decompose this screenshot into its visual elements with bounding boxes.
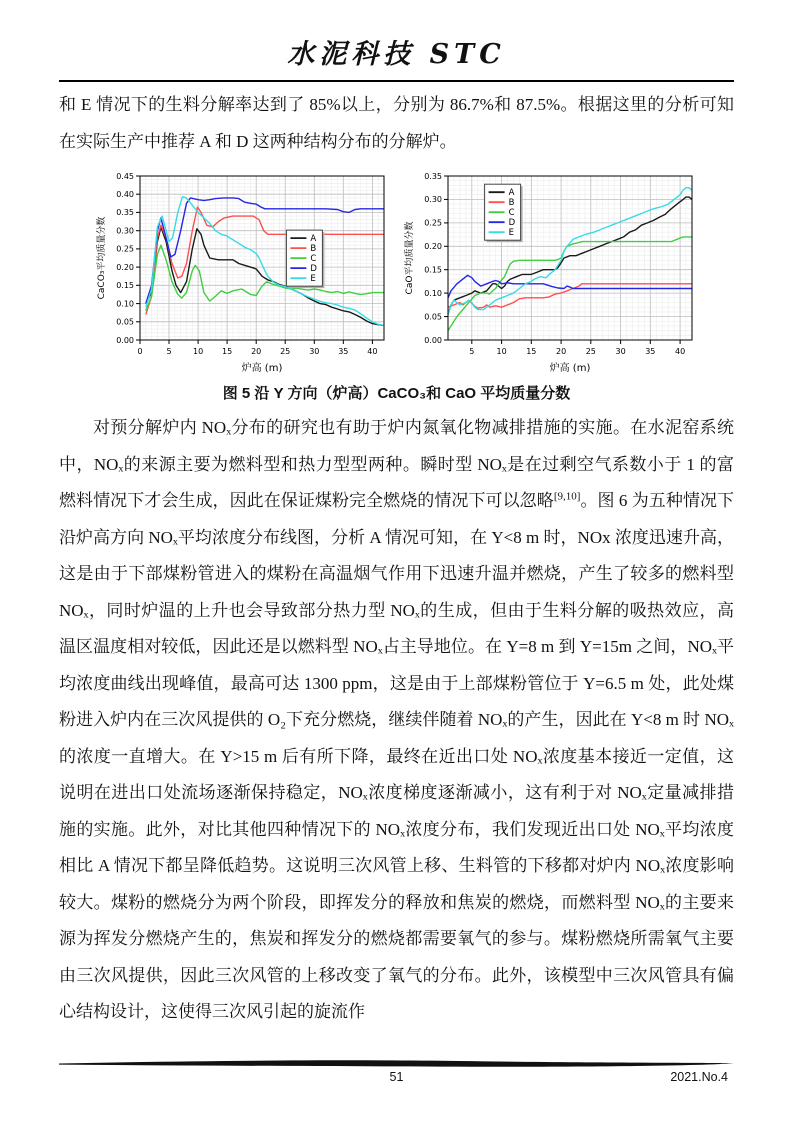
- svg-text:15: 15: [525, 347, 536, 356]
- svg-text:0.10: 0.10: [115, 299, 134, 309]
- svg-text:0.00: 0.00: [115, 335, 134, 345]
- cao-line-chart: [402, 170, 700, 374]
- svg-text:0.30: 0.30: [115, 226, 134, 236]
- svg-text:CaCO₃平均质量分数: CaCO₃平均质量分数: [96, 216, 107, 300]
- svg-text:40: 40: [674, 347, 685, 356]
- svg-text:E: E: [508, 228, 514, 239]
- svg-text:0: 0: [136, 347, 143, 356]
- page-footer: [59, 1059, 734, 1084]
- svg-text:C: C: [309, 254, 316, 265]
- svg-text:20: 20: [555, 347, 566, 356]
- svg-text:20: 20: [250, 347, 261, 356]
- svg-text:0.45: 0.45: [115, 171, 134, 181]
- svg-text:10: 10: [192, 347, 203, 356]
- journal-title: 水泥科技 STC: [287, 39, 506, 70]
- svg-text:0.05: 0.05: [423, 312, 442, 322]
- svg-text:CaO平均质量分数: CaO平均质量分数: [404, 221, 415, 295]
- svg-text:5: 5: [468, 347, 474, 356]
- svg-text:炉高 (m): 炉高 (m): [241, 363, 282, 374]
- svg-text:0.35: 0.35: [115, 208, 134, 218]
- svg-text:0.20: 0.20: [115, 262, 134, 272]
- svg-text:炉高 (m): 炉高 (m): [549, 363, 590, 374]
- svg-text:30: 30: [615, 347, 626, 356]
- svg-text:B: B: [309, 244, 316, 255]
- paragraph-text: 。图 6 为五种情况下沿炉高方向 NOₓ平均浓度分布线图，分析 A 情况可知，在 Y<8 m 时，NOx 浓度迅速升高，这是由于下部煤粉管进入的煤粉在高温烟气作用下迅速升温并燃烧，产生了较多的燃料型 NOₓ，同时炉温的上升也会导致部分热力型 NOₓ的生成，但由于生料分解的吸热效应，高温区温度相对较低，因此还是以燃料型 NOₓ占主导地位。在 Y=8 m 到 Y=15m 之间，NOₓ平均浓度曲线出现峰值，最高可达 1300 ppm，这是由于上部煤粉管位于 Y=6.5 m 处，此处煤粉进入炉内在三次风提供的 O₂下充分燃烧，继续伴随着 NOₓ的产生，因此在 Y<8 m 时 NOₓ的浓度一直增大。在 Y>15 m 后有所下降，最终在近出口处 NOₓ浓度基本接近一定值，这说明在进出口处流场逐渐保持稳定，NOₓ浓度梯度逐渐减小，这有利于对 NOₓ定量减排措施的实施。此外，对比其他四种情况下的 NOₓ浓度分布，我们发现近出口处 NOₓ平均浓度相比 A 情况下都呈降低趋势。这说明三次风管上移、生料管的下移都对炉内 NOₓ浓度影响较大。煤粉的燃烧分为两个阶段，即挥发分的释放和焦炭的燃烧，而燃料型 NOₓ的主要来源为挥发分燃烧产生的，焦炭和挥发分的燃烧都需要氧气的参与。煤粉燃烧所需氧气主要由三次风提供，因此三次风管的上移改变了氧气的分布。此外，该模型中三次风管具有偏心结构设计，这使得三次风引起的旋流作: [59, 491, 735, 1021]
- svg-text:30: 30: [308, 347, 319, 356]
- figure-5: [59, 170, 734, 374]
- svg-text:A: A: [309, 234, 316, 245]
- body-paragraph-2: [59, 410, 734, 1031]
- issue-label: 2021.No.4: [670, 1070, 728, 1084]
- svg-text:0.00: 0.00: [423, 335, 442, 345]
- svg-text:35: 35: [337, 347, 348, 356]
- svg-text:40: 40: [366, 347, 377, 356]
- svg-text:0.30: 0.30: [423, 195, 442, 205]
- svg-text:25: 25: [585, 347, 596, 356]
- svg-text:0.15: 0.15: [115, 281, 134, 291]
- svg-text:0.25: 0.25: [115, 244, 134, 254]
- figure-caption: 图 5 沿 Y 方向（炉高）CaCO₃和 CaO 平均质量分数: [222, 385, 571, 402]
- svg-text:10: 10: [496, 347, 507, 356]
- page-number: 51: [389, 1070, 404, 1084]
- svg-text:B: B: [508, 198, 514, 209]
- body-paragraph-1: 和 E 情况下的生料分解率达到了 85%以上，分别为 86.7%和 87.5%。根据这里的分析可知在实际生产中推荐 A 和 D 这两种结构分布的分解炉。: [59, 95, 734, 151]
- svg-text:5: 5: [165, 347, 172, 356]
- reference-marker: [9,10]: [553, 490, 581, 503]
- caco3-line-chart: [94, 170, 392, 374]
- svg-text:35: 35: [644, 347, 655, 356]
- svg-text:15: 15: [221, 347, 232, 356]
- svg-text:D: D: [508, 218, 515, 229]
- svg-text:0.10: 0.10: [423, 288, 442, 298]
- svg-text:0.05: 0.05: [115, 317, 134, 327]
- footer-text: [59, 1070, 734, 1084]
- header-rule: [59, 80, 734, 82]
- svg-text:0.20: 0.20: [423, 242, 442, 252]
- svg-text:0.40: 0.40: [115, 190, 134, 199]
- svg-text:0.35: 0.35: [423, 171, 442, 181]
- paragraph-text: 对预分解炉内 NOₓ分布的研究也有助于炉内氮氧化物减排措施的实施。在水泥窑系统中，NOₓ的来源主要为燃料型和热力型型两种。瞬时型 NOₓ是在过剩空气系数小于 1 的富燃料情况下才会生成，因此在保证煤粉完全燃烧的情况下可以忽略: [59, 418, 734, 510]
- svg-text:C: C: [508, 208, 515, 219]
- svg-text:E: E: [309, 274, 316, 285]
- svg-text:0.25: 0.25: [423, 218, 442, 228]
- footer-rule: [59, 1059, 734, 1069]
- svg-text:A: A: [508, 188, 514, 199]
- svg-text:25: 25: [279, 347, 290, 356]
- svg-text:0.15: 0.15: [423, 265, 442, 275]
- svg-text:D: D: [309, 264, 317, 275]
